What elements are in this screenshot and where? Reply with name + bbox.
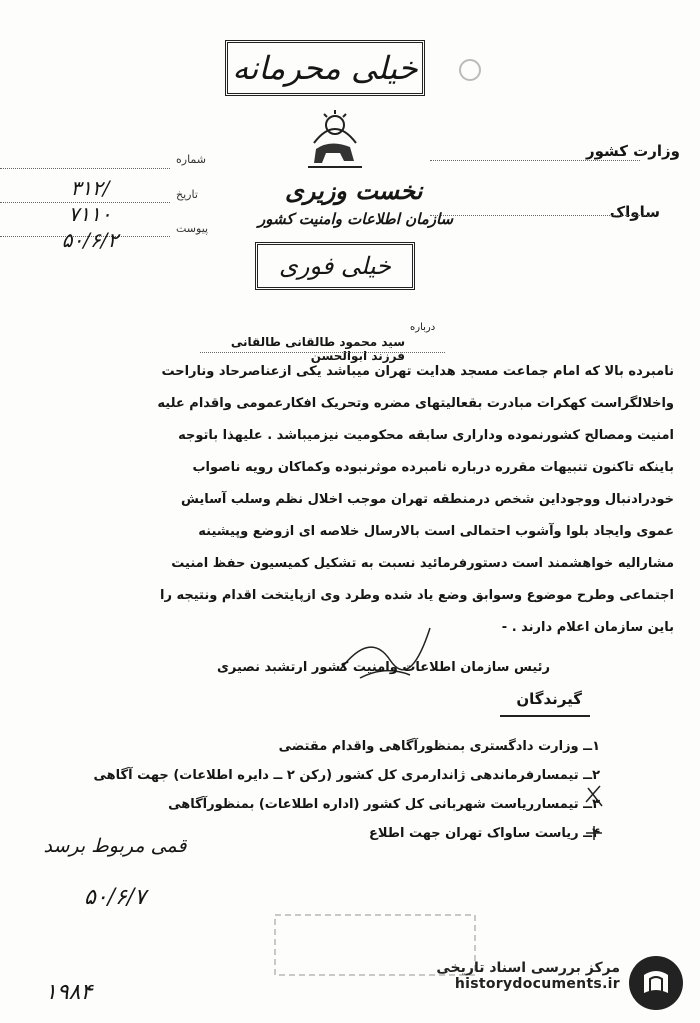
ministry-heading: وزارت کشور — [585, 142, 680, 160]
pm-title: نخست وزیری — [285, 176, 423, 205]
recipient-item: ۲ــ تیمسارفرماندهی ژاندارمری کل کشور (رکن ۲ ــ دایره اطلاعات) جهت آگاهی — [93, 768, 600, 783]
org-title: سازمان اطلاعات وامنیت کشور — [258, 210, 454, 228]
body-line: عموی وایجاد بلوا وآشوب احتمالی است بالارسال خلاصه ای ازوضع وپیشینه — [198, 524, 674, 539]
number-label: شماره — [176, 153, 207, 166]
recipient-item: ۳ــ تیمسارریاست شهربانی کل کشور (اداره اطلاعات) بمنظورآگاهی — [168, 797, 600, 812]
body-line: مشارالیه خواهشمند است دستورفرمائید نسبت به تشکیل کمیسیون حفظ امنیت — [171, 556, 674, 571]
urgency-text: خیلی فوری — [279, 252, 391, 280]
body-line: باین سازمان اعلام دارند . - — [501, 620, 674, 635]
watermark-url: historydocuments.ir — [454, 976, 620, 992]
handwritten-number: ۳۱۲/ — [70, 176, 110, 200]
subject-text: سید محمود طالقانی طالقانی فرزند ابوالحسن — [230, 335, 405, 363]
handwritten-reference — [30, 175, 150, 253]
attachment-label: پیوست — [176, 222, 209, 235]
date-label: تاریخ — [176, 188, 198, 201]
subject-label: درباره — [410, 322, 436, 333]
watermark-name: مرکز بررسی اسناد تاریخی — [436, 960, 620, 976]
recipient-item: ۱ــ وزارت دادگستری بمنظورآگاهی واقدام مقتضی — [278, 739, 600, 754]
urgency-stamp — [255, 242, 415, 290]
signature-line: رئیس سازمان اطلاعات وامنیت کشور ارتشبد نصیری — [216, 660, 550, 675]
savak-line — [430, 215, 650, 216]
recipient-item: ۴ــ ریاست ساواک تهران جهت اطلاع — [368, 826, 600, 841]
classification-text: خیلی محرمانه — [232, 49, 418, 87]
classification-stamp — [225, 40, 425, 96]
handwritten-date: ۵۰/۶/۲ — [61, 228, 119, 252]
lion-sun-emblem — [300, 105, 370, 173]
body-line: امنیت ومصالح کشورنموده وداراری سابقه محکومیت نیزمیباشد . علیهذا باتوجه — [178, 428, 674, 443]
body-line: واخلالگراست کهکرات مبادرت بقعالیتهای مضره وتحریک افکارعمومی واقدام علیه — [157, 396, 674, 411]
savak-heading: ساواک — [609, 203, 660, 221]
letter-body — [38, 356, 674, 644]
ministry-line — [430, 160, 640, 161]
handwritten-note: قمی مربوط برسد — [43, 835, 187, 857]
handwritten-date-bottom: ۵۰/۶/۷ — [83, 885, 147, 910]
watermark — [420, 960, 620, 992]
recipients-list — [80, 732, 600, 848]
handwritten-page-number: ۱۹۸۴ — [45, 980, 93, 1005]
check-mark-icon — [580, 782, 620, 842]
body-line: اجتماعی وطرح موضوع وسوابق وضع یاد شده وطرد وی ازپایتخت اقدام ونتیجه را — [160, 588, 674, 603]
faint-emblem-icon — [455, 55, 485, 85]
number-line — [0, 168, 170, 169]
archive-logo-icon — [626, 953, 686, 1013]
body-line: خودرادنبال ووجوداین شخص درمنطقه تهران موجب اخلال نظم وسلب آسایش — [180, 492, 674, 507]
recipients-underline — [500, 715, 590, 717]
handwritten-ref: ۷۱۱۰ — [68, 202, 112, 226]
recipients-title: گیرندگان — [516, 690, 582, 708]
body-line: نامبرده بالا که امام جماعت مسجد هدایت تهران میباشد یکی ازعناصرحاد وناراحت — [161, 364, 674, 379]
subject-line — [200, 352, 445, 353]
body-line: باینکه تاکنون تنبیهات مقرره درباره نامبرده موثرنبوده وکماکان رویه ناصواب — [192, 460, 674, 475]
